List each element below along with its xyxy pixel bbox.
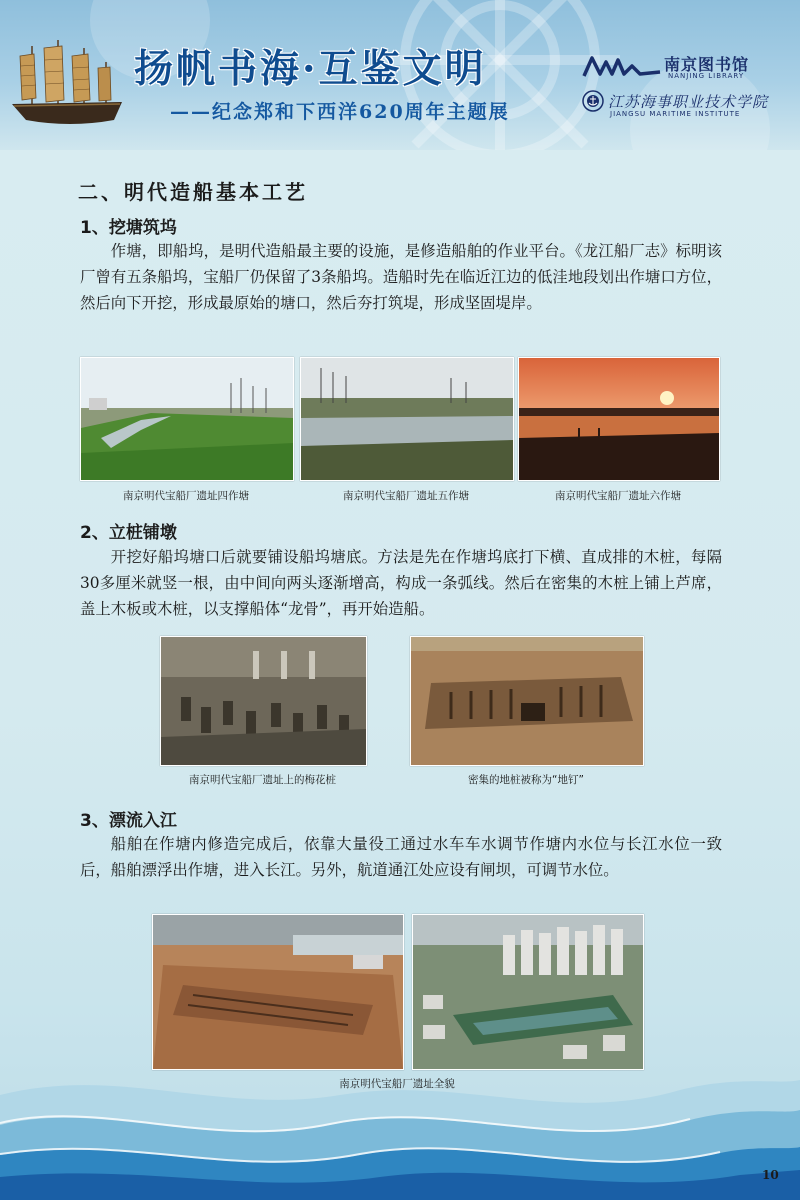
photo-dock-5	[300, 357, 514, 481]
paragraph-launch: 船舶在作塘内修造完成后，依靠大量役工通过水车车水调节作塘内水位与长江水位一致后，船舶漂浮出作塘，进入长江。另外，航道通江处应设有闸坝，可调节水位。	[80, 835, 722, 879]
wave-decoration	[0, 1055, 800, 1200]
caption-plum-piles: 南京明代宝船厂遗址上的梅花桩	[189, 774, 336, 786]
section-title: 二、明代造船基本工艺	[78, 180, 308, 204]
caption-dock-4: 南京明代宝船厂遗址四作塘	[123, 490, 249, 502]
main-title: 扬帆书海·互鉴文明	[134, 46, 487, 92]
page-number: 10	[762, 1168, 779, 1182]
institute-name-cn: 江苏海事职业技术学院	[608, 93, 769, 111]
library-logo	[582, 50, 762, 86]
institute-logo	[582, 90, 772, 122]
library-wave-icon	[582, 54, 662, 80]
paragraph-dig-dock: 作塘，即船坞，是明代造船最主要的设施，是修造船舶的作业平台。《龙江船厂志》标明该厂曾有五条船坞，宝船厂仍保留了3条船坞。造船时先在临近江边的低洼地段划出作塘口方位，然后向下开挖，形成最原始的塘口，然后夯打筑堤，形成坚固堤岸。	[80, 242, 722, 312]
photo-plum-piles	[160, 636, 367, 766]
paragraph-piling: 开挖好船坞塘口后就要铺设船坞塘底。方法是先在作塘坞底打下横、直成排的木桩，每隔30多厘米就竖一根，由中间向两头逐渐增高，构成一条弧线。然后在密集的木桩上铺上芦席，盖上木板或木桩，以支撑船体“龙骨”，再开始造船。	[80, 548, 722, 618]
treasure-ship-icon	[10, 40, 128, 128]
photo-ground-nails	[410, 636, 644, 766]
caption-dock-6: 南京明代宝船厂遗址六作塘	[555, 490, 681, 502]
photo-dock-4	[80, 357, 294, 481]
anchor-emblem-icon	[582, 90, 604, 112]
library-name-en: NANJING LIBRARY	[668, 72, 745, 80]
institute-name-en: JIANGSU MARITIME INSTITUTE	[610, 110, 741, 118]
subheading-dig-dock: 1、挖塘筑坞	[80, 218, 177, 238]
sub-title: ——纪念郑和下西洋620周年主题展	[170, 101, 510, 123]
photo-dock-6	[518, 357, 720, 481]
caption-ground-nails: 密集的地桩被称为“地钉”	[468, 774, 584, 786]
photo-site-aerial	[412, 914, 644, 1070]
photo-site-excavation	[152, 914, 404, 1070]
library-name-cn: 南京图书馆	[664, 55, 750, 74]
subheading-launch: 3、漂流入江	[80, 811, 177, 831]
caption-dock-5: 南京明代宝船厂遗址五作塘	[343, 490, 469, 502]
subheading-piling: 2、立桩铺墩	[80, 523, 177, 543]
caption-site-overview: 南京明代宝船厂遗址全貌	[339, 1078, 455, 1090]
